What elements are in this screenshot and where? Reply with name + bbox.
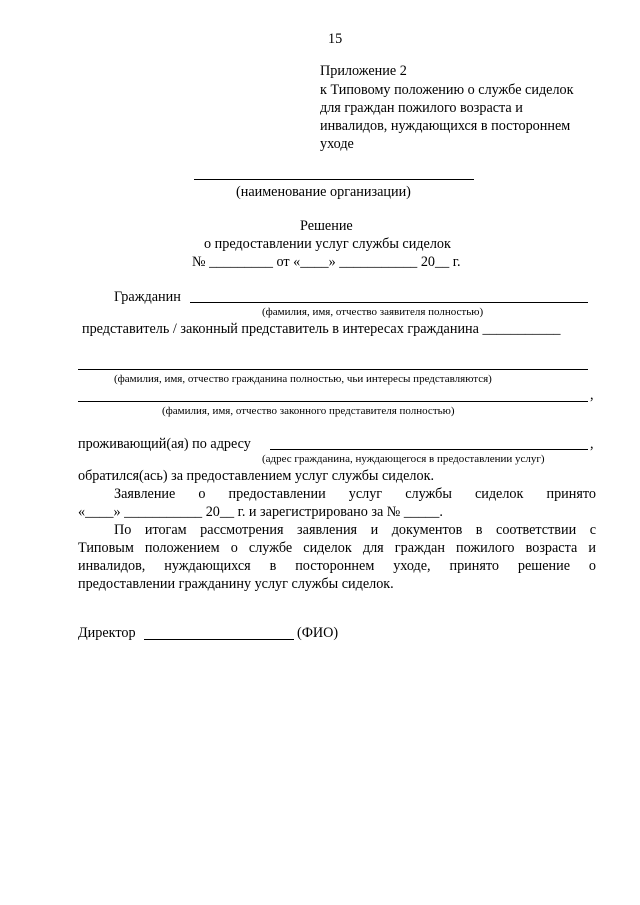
decision-title: Решение xyxy=(300,218,353,234)
organization-caption: (наименование организации) xyxy=(236,184,411,200)
address-line[interactable] xyxy=(270,449,588,450)
legal-representative-comma: , xyxy=(590,387,594,403)
address-comma: , xyxy=(590,436,594,452)
representative-line: представитель / законный представитель в интересах гражданина ___________ xyxy=(82,321,561,337)
director-signature-line[interactable] xyxy=(144,639,294,640)
organization-name-line[interactable] xyxy=(194,179,474,180)
paragraph-2-line-3: инвалидов, нуждающихся в постороннем уходе, принято решение о xyxy=(78,558,596,574)
appendix-line-1: Приложение 2 xyxy=(320,63,407,79)
paragraph-1-line-2: «____» ___________ 20__ г. и зарегистрировано за № _____. xyxy=(78,504,443,520)
legal-representative-line[interactable] xyxy=(78,401,588,402)
citizen-label: Гражданин xyxy=(114,289,181,305)
decision-subtitle: о предоставлении услуг службы сиделок xyxy=(204,236,451,252)
decision-number-line: № _________ от «____» ___________ 20__ г. xyxy=(192,254,461,270)
paragraph-1-line-1: Заявление о предоставлении услуг службы сиделок принято xyxy=(114,486,596,502)
applied-line: обратился(ась) за предоставлением услуг службы сиделок. xyxy=(78,468,435,484)
appendix-line-5: уходе xyxy=(320,136,354,152)
citizen-full-caption: (фамилия, имя, отчество гражданина полностью, чьи интересы представляются) xyxy=(114,373,492,385)
legal-representative-caption: (фамилия, имя, отчество законного представителя полностью) xyxy=(162,405,455,417)
citizen-caption: (фамилия, имя, отчество заявителя полностью) xyxy=(262,306,484,318)
appendix-line-4: инвалидов, нуждающихся в постороннем xyxy=(320,118,571,134)
address-label: проживающий(ая) по адресу xyxy=(78,436,251,452)
director-label: Директор xyxy=(78,625,136,641)
appendix-line-3: для граждан пожилого возраста и xyxy=(320,100,523,116)
citizen-full-name-line[interactable] xyxy=(78,369,588,370)
paragraph-2-line-1: По итогам рассмотрения заявления и документов в соответствии с xyxy=(114,522,596,538)
paragraph-2-line-2: Типовым положением о службе сиделок для граждан пожилого возраста и xyxy=(78,540,596,556)
citizen-name-line[interactable] xyxy=(190,302,588,303)
paragraph-2-line-4: предоставлении гражданину услуг службы сиделок. xyxy=(78,576,394,592)
address-caption: (адрес гражданина, нуждающегося в предоставлении услуг) xyxy=(262,453,545,465)
appendix-line-2: к Типовому положению о службе сиделок xyxy=(320,82,574,98)
page-number: 15 xyxy=(328,31,343,47)
director-fio-label: (ФИО) xyxy=(297,625,339,641)
